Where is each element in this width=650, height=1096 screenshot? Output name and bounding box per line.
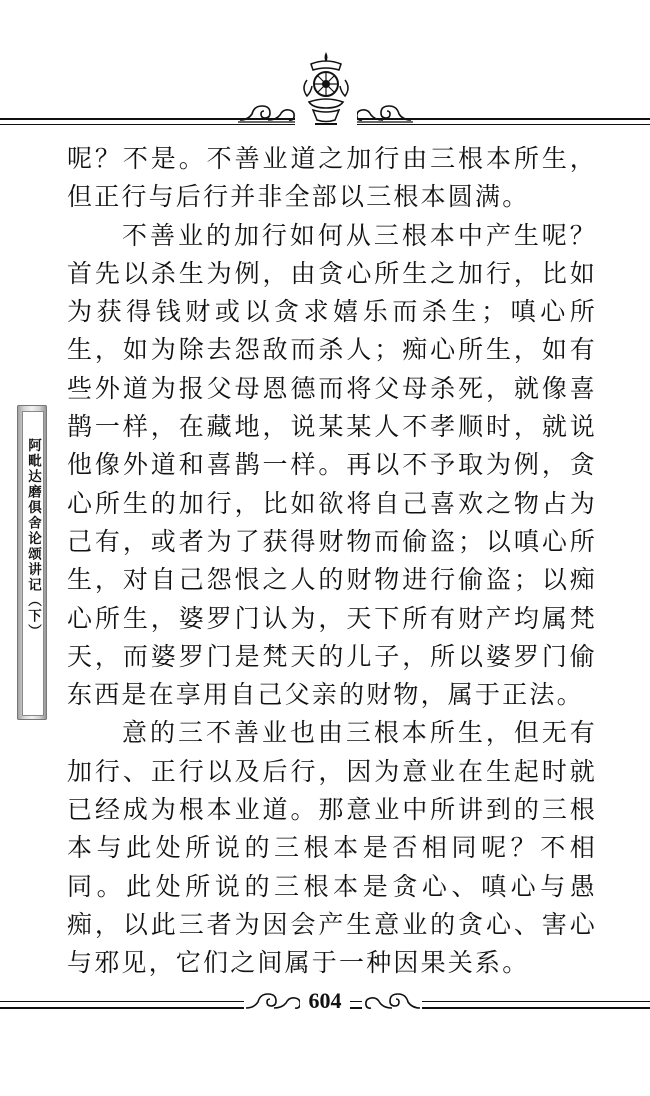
book-title-vertical: 阿毗达磨俱舍论颂讲记（下）	[25, 438, 41, 640]
side-tab	[17, 405, 47, 720]
dharma-wheel-ornament-icon	[295, 50, 357, 130]
page-number: 604	[300, 988, 350, 1014]
cloud-ornament-icon	[238, 100, 298, 124]
paragraph: 呢？不是。不善业道之加行由三根本所生，但正行与后行并非全部以三根本圆满。	[67, 144, 597, 212]
cloud-ornament-icon	[244, 988, 304, 1012]
cloud-ornament-icon	[362, 988, 422, 1012]
paragraph: 意的三不善业也由三根本所生，但无有加行、正行以及后行，因为意业在生起时就已经成为根本业道。那意业中所讲到的三根本与此处所说的三根本是否相同呢？不相同。此处所说的三根本是贪心、嗔心与愚痴，以此三者为因会产生意业的贪心、害心与邪见，它们之间属于一种因果关系。	[67, 718, 597, 978]
side-tab-inner	[22, 411, 44, 716]
paragraph: 不善业的加行如何从三根本中产生呢？首先以杀生为例，由贪心所生之加行，比如为获得钱财或以贪求嬉乐而杀生；嗔心所生，如为除去怨敌而杀人；痴心所生，如有些外道为报父母恩德而将父母杀死，就像喜鹊一样，在藏地，说某某人不孝顺时，就说他像外道和喜鹊一样。再以不予取为例，贪心所生的加行，比如欲将自己喜欢之物占为己有，或者为了获得财物而偷盗；以嗔心所生，对自己怨恨之人的财物进行偷盗；以痴心所生，婆罗门认为，天下所有财产均属梵天，而婆罗门是梵天的儿子，所以婆罗门偷东西是在享用自己父亲的财物，属于正法。	[67, 220, 597, 710]
cloud-ornament-icon	[353, 100, 413, 124]
page-body	[67, 140, 597, 983]
